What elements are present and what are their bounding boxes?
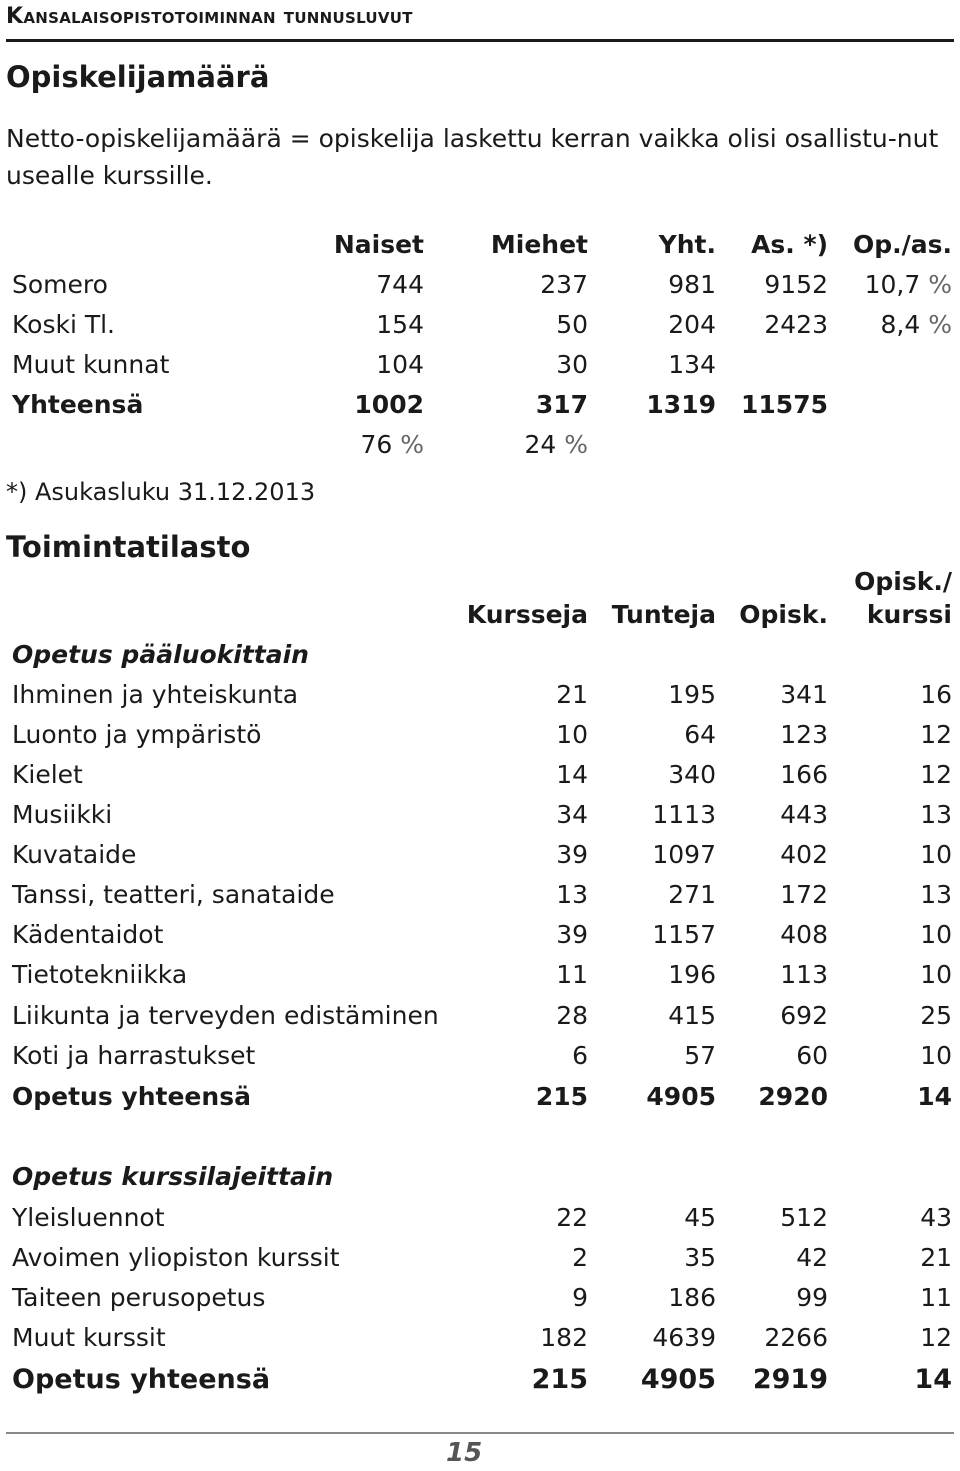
cell-per: 12 <box>920 1323 952 1352</box>
footer-divider <box>6 1432 954 1434</box>
cell-yht: 981 <box>668 270 716 299</box>
cell-per: 25 <box>920 1001 952 1030</box>
col-naiset: Naiset <box>333 230 424 259</box>
activity-heading: Toimintatilasto <box>6 530 251 564</box>
row-label: Muut kunnat <box>12 350 170 379</box>
row-label: Ihminen ja yhteiskunta <box>12 680 299 709</box>
cell-opisk: 408 <box>780 920 828 949</box>
cell-kursseja: 215 <box>535 1082 588 1111</box>
activity-table-header <box>0 600 960 640</box>
cell-tunteja: 4639 <box>652 1323 716 1352</box>
cell-per: 10 <box>920 920 952 949</box>
cell-tunteja: 415 <box>668 1001 716 1030</box>
row-label: Kuvataide <box>12 840 137 869</box>
share-naiset <box>360 430 424 459</box>
table-row <box>0 840 960 880</box>
percent-sign: % <box>928 270 952 299</box>
cell-kursseja: 28 <box>556 1001 588 1030</box>
row-label: Koski Tl. <box>12 310 116 339</box>
cell-per: 11 <box>920 1283 952 1312</box>
header-divider <box>6 39 954 42</box>
table-row <box>0 1323 960 1363</box>
cell-tunteja: 186 <box>668 1283 716 1312</box>
share-value: 24 <box>524 430 557 459</box>
cell-as: 9152 <box>764 270 828 299</box>
cell-kursseja: 39 <box>556 840 588 869</box>
table-row <box>0 960 960 1000</box>
cell-kursseja: 2 <box>572 1243 588 1272</box>
cell-tunteja: 35 <box>684 1243 716 1272</box>
row-label: Muut kurssit <box>12 1323 166 1352</box>
cell-per: 13 <box>920 800 952 829</box>
percent-sign: % <box>564 430 588 459</box>
table-row <box>0 1203 960 1243</box>
cell-tunteja: 4905 <box>640 1364 716 1395</box>
row-label: Opetus yhteensä <box>12 1364 271 1395</box>
cell-tunteja: 45 <box>684 1203 716 1232</box>
cell-per: 10 <box>920 1041 952 1070</box>
cell-kursseja: 9 <box>572 1283 588 1312</box>
cell-opisk: 60 <box>796 1041 828 1070</box>
row-label: Liikunta ja terveyden edistäminen <box>12 1001 439 1030</box>
table-row <box>0 310 960 350</box>
cell-per: 16 <box>920 680 952 709</box>
cell-miehet: 50 <box>556 310 588 339</box>
row-label: Avoimen yliopiston kurssit <box>12 1243 340 1272</box>
col-yht: Yht. <box>658 230 716 259</box>
cell-miehet: 317 <box>535 390 588 419</box>
cell-opisk: 123 <box>780 720 828 749</box>
cell-tunteja: 4905 <box>646 1082 716 1111</box>
table-row <box>0 920 960 960</box>
table-row <box>0 680 960 720</box>
cell-opisk: 113 <box>780 960 828 989</box>
cell-opisk: 42 <box>796 1243 828 1272</box>
row-label: Luonto ja ympäristö <box>12 720 262 749</box>
row-label: Taiteen perusopetus <box>12 1283 266 1312</box>
cell-opisk: 341 <box>780 680 828 709</box>
cell-tunteja: 195 <box>668 680 716 709</box>
section1-title: Opetus pääluokittain <box>12 640 309 669</box>
cell-tunteja: 340 <box>668 760 716 789</box>
row-label: Tietotekniikka <box>12 960 188 989</box>
cell-opisk: 2266 <box>764 1323 828 1352</box>
col-opisk: Opisk. <box>739 600 828 629</box>
cell-kursseja: 14 <box>556 760 588 789</box>
cell-as: 2423 <box>764 310 828 339</box>
cell-kursseja: 21 <box>556 680 588 709</box>
row-label: Koti ja harrastukset <box>12 1041 256 1070</box>
col-kursseja: Kursseja <box>466 600 588 629</box>
col-opas: Op./as. <box>852 230 952 259</box>
cell-opisk: 2919 <box>752 1364 828 1395</box>
page-number: 15 <box>446 1438 483 1468</box>
table-row-total <box>0 1364 960 1404</box>
table-row-total <box>0 390 960 430</box>
opas-value: 8,4 <box>880 310 921 339</box>
col-per-line2: kurssi <box>866 600 952 629</box>
cell-naiset: 154 <box>376 310 424 339</box>
table-row <box>0 880 960 920</box>
table-row <box>0 720 960 760</box>
col-per-line1: Opisk./ <box>854 567 952 596</box>
cell-kursseja: 10 <box>556 720 588 749</box>
row-label: Yleisluennot <box>12 1203 165 1232</box>
cell-opas <box>881 310 952 339</box>
students-heading: Opiskelijamäärä <box>6 60 270 94</box>
cell-per: 14 <box>914 1364 952 1395</box>
cell-opisk: 512 <box>780 1203 828 1232</box>
cell-naiset: 104 <box>376 350 424 379</box>
cell-opisk: 172 <box>780 880 828 909</box>
table-row <box>0 1001 960 1041</box>
cell-tunteja: 271 <box>668 880 716 909</box>
cell-naiset: 744 <box>376 270 424 299</box>
cell-kursseja: 22 <box>556 1203 588 1232</box>
cell-yht: 204 <box>668 310 716 339</box>
cell-opisk: 402 <box>780 840 828 869</box>
cell-per: 13 <box>920 880 952 909</box>
cell-kursseja: 39 <box>556 920 588 949</box>
cell-kursseja: 34 <box>556 800 588 829</box>
cell-as: 11575 <box>741 390 828 419</box>
cell-kursseja: 215 <box>531 1364 588 1395</box>
table-row <box>0 270 960 310</box>
row-label: Kädentaidot <box>12 920 164 949</box>
share-miehet <box>524 430 588 459</box>
footnote: *) Asukasluku 31.12.2013 <box>6 478 316 506</box>
row-label: Kielet <box>12 760 83 789</box>
cell-tunteja: 1097 <box>652 840 716 869</box>
students-table-header <box>0 230 960 270</box>
cell-opisk: 99 <box>796 1283 828 1312</box>
row-label: Musiikki <box>12 800 113 829</box>
table-row <box>0 800 960 840</box>
cell-per: 14 <box>917 1082 952 1111</box>
percent-sign: % <box>928 310 952 339</box>
col-tunteja: Tunteja <box>611 600 716 629</box>
section2-title: Opetus kurssilajeittain <box>12 1162 334 1191</box>
table-row <box>0 1283 960 1323</box>
table-row <box>0 350 960 390</box>
row-label: Tanssi, teatteri, sanataide <box>12 880 335 909</box>
cell-miehet: 30 <box>556 350 588 379</box>
cell-naiset: 1002 <box>354 390 424 419</box>
section-title <box>0 1162 960 1202</box>
cell-tunteja: 1157 <box>652 920 716 949</box>
col-miehet: Miehet <box>490 230 588 259</box>
cell-per: 43 <box>920 1203 952 1232</box>
students-description: Netto-opiskelijamäärä = opiskelija laskettu kerran vaikka olisi osallistu-nut usealle kurssille. <box>6 124 939 190</box>
cell-per: 10 <box>920 840 952 869</box>
table-row <box>0 760 960 800</box>
cell-kursseja: 6 <box>572 1041 588 1070</box>
share-row <box>0 430 960 470</box>
col-as: As. *) <box>751 230 828 259</box>
cell-tunteja: 57 <box>684 1041 716 1070</box>
table-row-total <box>0 1082 960 1122</box>
row-label: Opetus yhteensä <box>12 1082 251 1111</box>
table-row <box>0 1041 960 1081</box>
table-row <box>0 1243 960 1283</box>
cell-yht: 1319 <box>646 390 716 419</box>
cell-opisk: 692 <box>780 1001 828 1030</box>
cell-opisk: 2920 <box>758 1082 828 1111</box>
cell-opisk: 166 <box>780 760 828 789</box>
page-header-title: Kansalaisopistotoiminnan tunnusluvut <box>6 4 413 29</box>
row-label: Somero <box>12 270 108 299</box>
cell-tunteja: 196 <box>668 960 716 989</box>
opas-value: 10,7 <box>864 270 921 299</box>
cell-tunteja: 64 <box>684 720 716 749</box>
cell-opas <box>865 270 952 299</box>
section-title <box>0 640 960 680</box>
cell-miehet: 237 <box>540 270 588 299</box>
cell-per: 10 <box>920 960 952 989</box>
cell-per: 12 <box>920 760 952 789</box>
percent-sign: % <box>400 430 424 459</box>
cell-kursseja: 11 <box>556 960 588 989</box>
cell-kursseja: 182 <box>540 1323 588 1352</box>
cell-per: 21 <box>920 1243 952 1272</box>
share-value: 76 <box>360 430 393 459</box>
cell-per: 12 <box>920 720 952 749</box>
cell-opisk: 443 <box>780 800 828 829</box>
row-label: Yhteensä <box>12 390 144 419</box>
cell-tunteja: 1113 <box>652 800 716 829</box>
cell-yht: 134 <box>668 350 716 379</box>
cell-kursseja: 13 <box>556 880 588 909</box>
